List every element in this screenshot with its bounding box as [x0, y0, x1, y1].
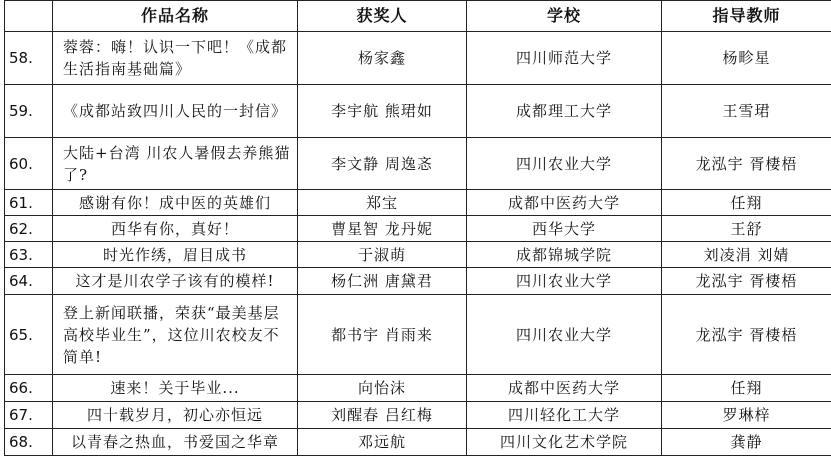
- row-school: 成都中医药大学: [467, 375, 662, 402]
- row-advisor: 杨畛星: [662, 32, 831, 85]
- header-row: [5, 1, 831, 32]
- table-row: [5, 429, 831, 456]
- row-school: 四川农业大学: [467, 268, 662, 295]
- header-school: 学校: [467, 1, 662, 32]
- table-row: [5, 268, 831, 295]
- table-body: [5, 32, 831, 456]
- row-winners: 杨家鑫: [298, 32, 467, 85]
- row-winners: 杨仁洲 唐黛君: [298, 268, 467, 295]
- award-list-table: [4, 0, 831, 456]
- header-number: [5, 1, 53, 32]
- row-advisor: 刘凌涓 刘婧: [662, 242, 831, 268]
- row-title: 速来！关于毕业...: [53, 375, 298, 402]
- row-number: 59.: [5, 85, 53, 138]
- table-row: [5, 375, 831, 402]
- table-row: [5, 32, 831, 85]
- table-row: [5, 190, 831, 216]
- row-school: 四川农业大学: [467, 138, 662, 190]
- table-row: [5, 216, 831, 242]
- row-title: 《成都站致四川人民的一封信》: [53, 85, 298, 138]
- header-advisor: 指导教师: [662, 1, 831, 32]
- row-number: 66.: [5, 375, 53, 402]
- row-school: 成都锦城学院: [467, 242, 662, 268]
- row-number: 62.: [5, 216, 53, 242]
- row-school: 四川轻化工大学: [467, 402, 662, 429]
- row-winners: 李宇航 熊珺如: [298, 85, 467, 138]
- row-number: 67.: [5, 402, 53, 429]
- table-header: [5, 1, 831, 32]
- row-number: 68.: [5, 429, 53, 456]
- row-school: 四川农业大学: [467, 295, 662, 375]
- table-row: [5, 295, 831, 375]
- row-number: 58.: [5, 32, 53, 85]
- table-row: [5, 138, 831, 190]
- row-advisor: 龙泓宇 胥棲梧: [662, 268, 831, 295]
- row-advisor: 任翔: [662, 375, 831, 402]
- row-winners: 都书宇 肖雨来: [298, 295, 467, 375]
- row-school: 四川文化艺术学院: [467, 429, 662, 456]
- row-advisor: 龚静: [662, 429, 831, 456]
- row-winners: 郑宝: [298, 190, 467, 216]
- header-winners: 获奖人: [298, 1, 467, 32]
- row-title: 以青春之热血，书爱国之华章: [53, 429, 298, 456]
- row-advisor: 王舒: [662, 216, 831, 242]
- row-number: 65.: [5, 295, 53, 375]
- row-winners: 于淑萌: [298, 242, 467, 268]
- table-row: [5, 85, 831, 138]
- row-winners: 曹星智 龙丹妮: [298, 216, 467, 242]
- row-title: 时光作绣，眉目成书: [53, 242, 298, 268]
- row-number: 60.: [5, 138, 53, 190]
- row-title: 西华有你，真好！: [53, 216, 298, 242]
- row-number: 61.: [5, 190, 53, 216]
- row-school: 西华大学: [467, 216, 662, 242]
- row-advisor: 任翔: [662, 190, 831, 216]
- row-title: 大陆+台湾 川农人暑假去养熊猫了?: [53, 138, 298, 190]
- row-winners: 邓远航: [298, 429, 467, 456]
- row-school: 四川师范大学: [467, 32, 662, 85]
- row-school: 成都中医药大学: [467, 190, 662, 216]
- row-advisor: 龙泓宇 胥棲梧: [662, 295, 831, 375]
- row-title: 蓉蓉：嗨！认识一下吧！《成都生活指南基础篇》: [53, 32, 298, 85]
- header-title: 作品名称: [53, 1, 298, 32]
- row-advisor: 王雪珺: [662, 85, 831, 138]
- table-row: [5, 242, 831, 268]
- row-winners: 刘醒春 吕红梅: [298, 402, 467, 429]
- row-title: 这才是川农学子该有的模样!: [53, 268, 298, 295]
- row-title: 四十载岁月，初心亦恒远: [53, 402, 298, 429]
- row-advisor: 罗琳梓: [662, 402, 831, 429]
- row-title: 感谢有你！成中医的英雄们: [53, 190, 298, 216]
- row-number: 64.: [5, 268, 53, 295]
- row-school: 成都理工大学: [467, 85, 662, 138]
- row-winners: 向怡沫: [298, 375, 467, 402]
- table-row: [5, 402, 831, 429]
- row-winners: 李文静 周逸忞: [298, 138, 467, 190]
- row-number: 63.: [5, 242, 53, 268]
- row-title: 登上新闻联播，荣获“最美基层高校毕业生”，这位川农校友不简单!: [53, 295, 298, 375]
- row-advisor: 龙泓宇 胥棲梧: [662, 138, 831, 190]
